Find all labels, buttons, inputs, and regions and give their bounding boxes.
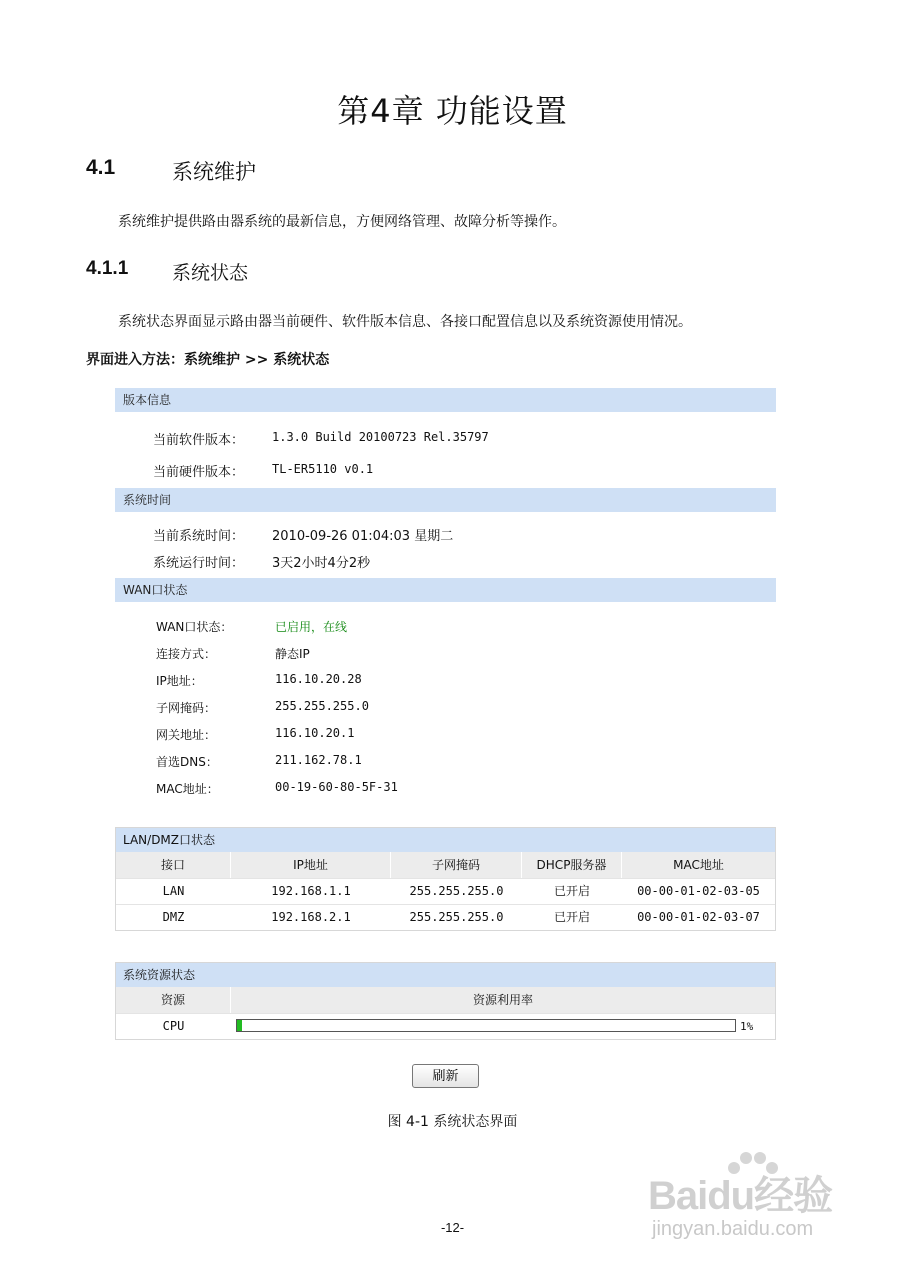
cell-mac: 00-00-01-02-03-05	[637, 884, 760, 898]
col-mask: 子网掩码	[391, 852, 522, 878]
cell-interface: DMZ	[162, 910, 185, 924]
subsection-number: 4.1.1	[86, 258, 129, 279]
cpu-row	[116, 1013, 775, 1039]
resource-table	[115, 962, 776, 1040]
software-version-label: 当前软件版本：	[153, 433, 245, 448]
resource-header: 系统资源状态	[116, 963, 775, 987]
dns-label: 首选DNS：	[156, 755, 218, 769]
cell-dhcp: 已开启	[553, 910, 590, 924]
cpu-label: CPU	[162, 1019, 185, 1033]
hardware-version-value: TL-ER5110 v0.1	[272, 462, 374, 476]
section-number: 4.1	[86, 156, 116, 179]
page-number: -12-	[440, 1220, 465, 1235]
section-intro: 系统维护提供路由器系统的最新信息，方便网络管理、故障分析等操作。	[118, 214, 566, 230]
uptime-label: 系统运行时间：	[153, 556, 245, 571]
wan-state-value: 已启用，在线	[275, 620, 348, 634]
watermark-logo: Baidu经验	[648, 1174, 833, 1218]
ip-address-value: 116.10.20.28	[275, 672, 362, 686]
subnet-mask-label: 子网掩码：	[156, 701, 217, 715]
cell-mask: 255.255.255.0	[409, 910, 504, 924]
system-time-header: 系统时间	[115, 488, 776, 512]
chapter-title: 第4章 功能设置	[337, 92, 568, 130]
gateway-value: 116.10.20.1	[275, 726, 355, 740]
section-title: 系统维护	[172, 160, 256, 184]
subsection-title: 系统状态	[172, 262, 249, 284]
cell-dhcp: 已开启	[553, 884, 590, 898]
hardware-version-label: 当前硬件版本：	[153, 465, 245, 480]
subsection-intro: 系统状态界面显示路由器当前硬件、软件版本信息、各接口配置信息以及系统资源使用情况。	[118, 314, 692, 330]
figure-caption: 图 4-1 系统状态界面	[387, 1114, 518, 1130]
col-interface: 接口	[116, 852, 231, 878]
subnet-mask-value: 255.255.255.0	[275, 699, 369, 713]
wan-state-label: WAN口状态：	[156, 620, 233, 634]
refresh-button[interactable]: 刷新	[412, 1064, 479, 1088]
mac-address-value: 00-19-60-80-5F-31	[275, 780, 398, 794]
mac-address-label: MAC地址：	[156, 782, 219, 796]
cell-interface: LAN	[162, 884, 185, 898]
lan-dmz-table	[115, 827, 776, 931]
resource-column-headers	[116, 987, 775, 1013]
col-usage: 资源利用率	[472, 993, 533, 1007]
uptime-value: 3天2小时4分2秒	[272, 556, 371, 571]
col-ip: IP地址	[231, 852, 391, 878]
lan-dmz-column-headers	[116, 852, 775, 878]
version-info-header: 版本信息	[115, 388, 776, 412]
dns-value: 211.162.78.1	[275, 753, 362, 767]
cell-ip: 192.168.1.1	[271, 884, 351, 898]
connection-type-value: 静态IP	[275, 647, 310, 661]
connection-type-label: 连接方式：	[156, 647, 217, 661]
lan-dmz-header: LAN/DMZ口状态	[116, 828, 775, 852]
cpu-progress-fill	[237, 1020, 242, 1031]
baidu-watermark	[640, 1146, 860, 1246]
cpu-usage-text: 1%	[740, 1020, 754, 1033]
col-dhcp: DHCP服务器	[522, 852, 622, 878]
gateway-label: 网关地址：	[156, 728, 217, 742]
cell-ip: 192.168.2.1	[271, 910, 351, 924]
col-mac: MAC地址	[673, 858, 724, 872]
ip-address-label: IP地址：	[156, 674, 203, 688]
col-resource: 资源	[116, 987, 231, 1013]
enter-method: 界面进入方法：系统维护 >> 系统状态	[86, 352, 330, 368]
table-row	[116, 878, 775, 904]
cell-mask: 255.255.255.0	[409, 884, 504, 898]
cell-mac: 00-00-01-02-03-07	[637, 910, 760, 924]
current-time-label: 当前系统时间：	[153, 529, 245, 544]
cpu-progress-bar	[236, 1019, 736, 1032]
software-version-value: 1.3.0 Build 20100723 Rel.35797	[272, 430, 489, 444]
current-time-value: 2010-09-26 01:04:03 星期二	[272, 529, 454, 544]
wan-status-header: WAN口状态	[115, 578, 776, 602]
watermark-url: jingyan.baidu.com	[652, 1218, 814, 1240]
table-row	[116, 904, 775, 930]
